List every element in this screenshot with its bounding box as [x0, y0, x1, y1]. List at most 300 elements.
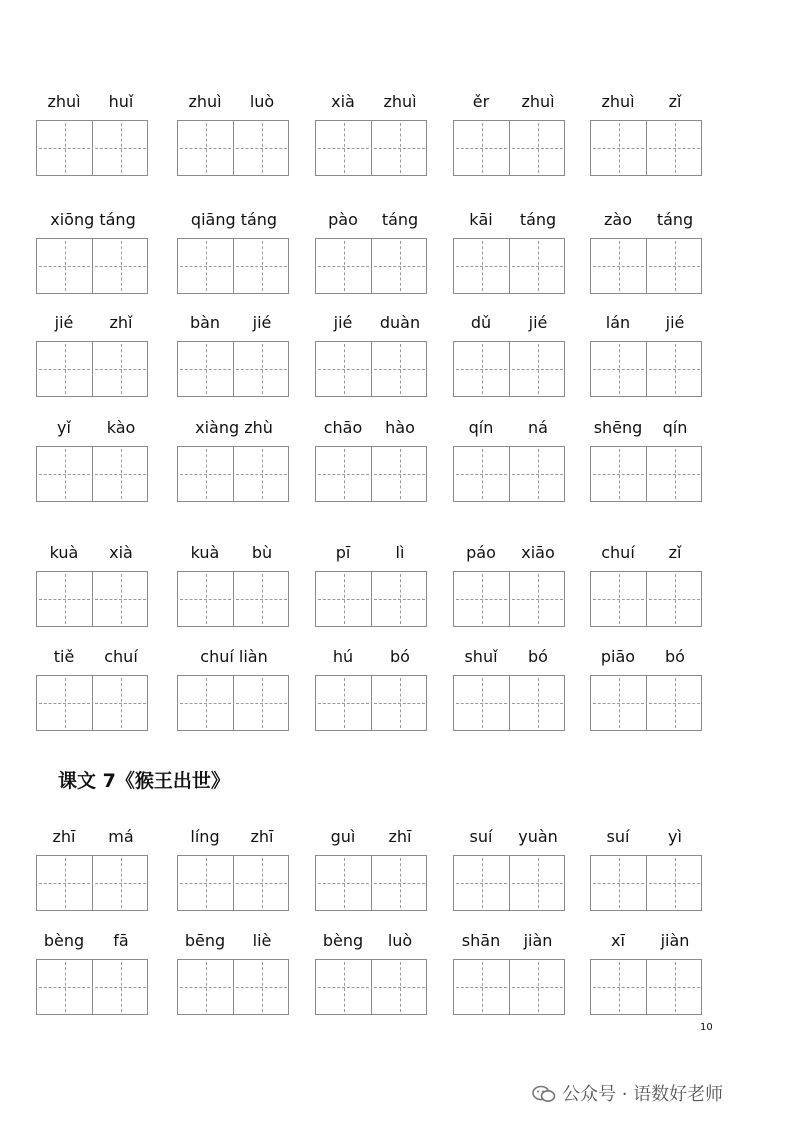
- pinyin-label: bó: [528, 647, 548, 666]
- writing-cell[interactable]: [316, 960, 372, 1014]
- word-group: [453, 543, 567, 643]
- guide-line-horizontal: [95, 148, 146, 149]
- word-group: [36, 827, 150, 927]
- guide-line-horizontal: [512, 474, 563, 475]
- writing-cell[interactable]: [372, 342, 427, 396]
- guide-line-horizontal: [318, 703, 369, 704]
- guide-line-horizontal: [39, 987, 90, 988]
- writing-cell[interactable]: [37, 447, 93, 501]
- writing-cell[interactable]: [178, 447, 234, 501]
- pinyin-label: zhī: [388, 827, 412, 846]
- guide-line-horizontal: [456, 599, 507, 600]
- guide-line-horizontal: [456, 703, 507, 704]
- tianzige-boxes: [453, 446, 565, 502]
- writing-cell[interactable]: [93, 342, 148, 396]
- pinyin-label: chuí: [104, 647, 138, 666]
- guide-line-horizontal: [593, 599, 644, 600]
- tianzige-boxes: [177, 571, 289, 627]
- pinyin-label: yuàn: [518, 827, 558, 846]
- writing-cell[interactable]: [510, 239, 565, 293]
- pinyin-label: suí: [469, 827, 493, 846]
- guide-line-horizontal: [180, 703, 231, 704]
- guide-line-horizontal: [180, 266, 231, 267]
- word-group: [453, 210, 567, 310]
- word-row: [0, 931, 794, 1041]
- guide-line-horizontal: [649, 474, 700, 475]
- pinyin-label: jiàn: [660, 931, 690, 950]
- pinyin-label: huǐ: [108, 92, 134, 111]
- pinyin-label: qín: [468, 418, 494, 437]
- writing-cell[interactable]: [178, 856, 234, 910]
- writing-cell[interactable]: [510, 676, 565, 730]
- writing-cell[interactable]: [178, 121, 234, 175]
- writing-cell[interactable]: [454, 960, 510, 1014]
- tianzige-boxes: [315, 959, 427, 1015]
- pinyin-label: zhī: [52, 827, 76, 846]
- pinyin-label: jié: [333, 313, 353, 332]
- pinyin-label: chāo: [323, 418, 363, 437]
- pinyin-label: zhuì: [383, 92, 417, 111]
- pinyin-label: bèng: [322, 931, 364, 950]
- guide-line-horizontal: [456, 883, 507, 884]
- writing-cell[interactable]: [591, 572, 647, 626]
- word-group: [177, 210, 291, 310]
- guide-line-horizontal: [374, 266, 425, 267]
- writing-cell[interactable]: [510, 447, 565, 501]
- guide-line-horizontal: [95, 703, 146, 704]
- page-number: 10: [700, 1022, 713, 1033]
- guide-line-horizontal: [649, 369, 700, 370]
- guide-line-horizontal: [236, 599, 287, 600]
- guide-line-horizontal: [236, 266, 287, 267]
- writing-cell[interactable]: [316, 676, 372, 730]
- writing-cell[interactable]: [647, 676, 702, 730]
- pinyin-label: liè: [252, 931, 272, 950]
- word-group: [177, 418, 291, 518]
- writing-cell[interactable]: [591, 447, 647, 501]
- writing-cell[interactable]: [234, 342, 289, 396]
- writing-cell[interactable]: [37, 121, 93, 175]
- tianzige-boxes: [177, 959, 289, 1015]
- writing-cell[interactable]: [454, 121, 510, 175]
- writing-cell[interactable]: [510, 960, 565, 1014]
- writing-cell[interactable]: [234, 447, 289, 501]
- writing-cell[interactable]: [316, 121, 372, 175]
- writing-cell[interactable]: [37, 960, 93, 1014]
- writing-cell[interactable]: [234, 856, 289, 910]
- guide-line-horizontal: [512, 266, 563, 267]
- writing-cell[interactable]: [591, 121, 647, 175]
- tianzige-boxes: [590, 446, 702, 502]
- word-group: [177, 313, 291, 413]
- tianzige-boxes: [453, 675, 565, 731]
- word-group: [590, 92, 704, 192]
- guide-line-horizontal: [180, 987, 231, 988]
- writing-cell[interactable]: [178, 239, 234, 293]
- word-group: [315, 418, 429, 518]
- tianzige-boxes: [36, 675, 148, 731]
- writing-cell[interactable]: [647, 342, 702, 396]
- tianzige-boxes: [453, 855, 565, 911]
- guide-line-horizontal: [649, 148, 700, 149]
- writing-cell[interactable]: [178, 572, 234, 626]
- writing-cell[interactable]: [234, 572, 289, 626]
- pinyin-label: xiāo: [521, 543, 555, 562]
- pinyin-label: táng: [381, 210, 419, 229]
- guide-line-horizontal: [180, 369, 231, 370]
- pinyin-label: zhuì: [521, 92, 555, 111]
- word-group: [36, 647, 150, 747]
- writing-cell[interactable]: [647, 572, 702, 626]
- guide-line-horizontal: [39, 266, 90, 267]
- guide-line-horizontal: [593, 703, 644, 704]
- lesson-heading: 课文 7《猴王出世》: [58, 770, 230, 792]
- tianzige-boxes: [315, 571, 427, 627]
- tianzige-boxes: [590, 675, 702, 731]
- word-group: [453, 647, 567, 747]
- watermark-text: 公众号 · 语数好老师: [562, 1084, 724, 1105]
- word-row: [0, 827, 794, 937]
- pinyin-label: luò: [249, 92, 275, 111]
- pinyin-label: lán: [605, 313, 631, 332]
- pinyin-label: ěr: [472, 92, 490, 111]
- writing-cell[interactable]: [37, 239, 93, 293]
- writing-cell[interactable]: [37, 572, 93, 626]
- tianzige-boxes: [36, 959, 148, 1015]
- word-group: [177, 931, 291, 1031]
- pinyin-label: xī: [611, 931, 625, 950]
- tianzige-boxes: [315, 675, 427, 731]
- word-group: [177, 92, 291, 192]
- guide-line-horizontal: [374, 883, 425, 884]
- writing-cell[interactable]: [454, 239, 510, 293]
- guide-line-horizontal: [649, 987, 700, 988]
- word-group: [315, 647, 429, 747]
- writing-cell[interactable]: [510, 856, 565, 910]
- pinyin-label: líng: [190, 827, 220, 846]
- guide-line-horizontal: [374, 703, 425, 704]
- pinyin-label: pī: [335, 543, 351, 562]
- guide-line-horizontal: [512, 599, 563, 600]
- writing-cell[interactable]: [93, 121, 148, 175]
- pinyin-label: piāo: [600, 647, 636, 666]
- writing-cell[interactable]: [372, 239, 427, 293]
- word-group: [315, 931, 429, 1031]
- writing-cell[interactable]: [372, 121, 427, 175]
- guide-line-horizontal: [318, 148, 369, 149]
- tianzige-boxes: [453, 120, 565, 176]
- word-group: [453, 92, 567, 192]
- writing-cell[interactable]: [316, 342, 372, 396]
- pinyin-label: kào: [106, 418, 136, 437]
- guide-line-horizontal: [593, 883, 644, 884]
- word-group: [36, 210, 150, 310]
- tianzige-boxes: [315, 855, 427, 911]
- pinyin-label: pào: [328, 210, 358, 229]
- guide-line-horizontal: [236, 883, 287, 884]
- word-row: [0, 647, 794, 757]
- writing-cell[interactable]: [591, 239, 647, 293]
- tianzige-boxes: [453, 571, 565, 627]
- tianzige-boxes: [177, 238, 289, 294]
- tianzige-boxes: [177, 446, 289, 502]
- pinyin-label: hào: [385, 418, 415, 437]
- pinyin-label: qiāng táng: [190, 210, 278, 229]
- pinyin-label: jié: [252, 313, 272, 332]
- pinyin-label: xià: [331, 92, 355, 111]
- guide-line-horizontal: [512, 148, 563, 149]
- guide-line-horizontal: [318, 987, 369, 988]
- word-row: [0, 313, 794, 423]
- writing-cell[interactable]: [37, 676, 93, 730]
- word-group: [590, 210, 704, 310]
- tianzige-boxes: [590, 341, 702, 397]
- writing-cell[interactable]: [316, 239, 372, 293]
- tianzige-boxes: [177, 855, 289, 911]
- writing-cell[interactable]: [234, 121, 289, 175]
- pinyin-label: má: [108, 827, 134, 846]
- guide-line-horizontal: [180, 599, 231, 600]
- pinyin-label: bèng: [43, 931, 85, 950]
- pinyin-label: shān: [461, 931, 501, 950]
- guide-line-horizontal: [593, 369, 644, 370]
- guide-line-horizontal: [456, 148, 507, 149]
- tianzige-boxes: [590, 571, 702, 627]
- writing-cell[interactable]: [316, 856, 372, 910]
- writing-cell[interactable]: [37, 342, 93, 396]
- writing-cell[interactable]: [647, 960, 702, 1014]
- pinyin-label: kāi: [469, 210, 493, 229]
- writing-cell[interactable]: [316, 447, 372, 501]
- guide-line-horizontal: [318, 599, 369, 600]
- watermark: [532, 1080, 723, 1106]
- guide-line-horizontal: [236, 987, 287, 988]
- guide-line-horizontal: [456, 474, 507, 475]
- guide-line-horizontal: [236, 148, 287, 149]
- word-group: [315, 92, 429, 192]
- guide-line-horizontal: [180, 474, 231, 475]
- guide-line-horizontal: [512, 883, 563, 884]
- writing-cell[interactable]: [591, 960, 647, 1014]
- guide-line-horizontal: [180, 883, 231, 884]
- pinyin-label: xià: [109, 543, 133, 562]
- guide-line-horizontal: [649, 703, 700, 704]
- tianzige-boxes: [36, 446, 148, 502]
- pinyin-label: bēng: [184, 931, 226, 950]
- pinyin-label: luò: [387, 931, 413, 950]
- tianzige-boxes: [36, 341, 148, 397]
- tianzige-boxes: [315, 120, 427, 176]
- word-group: [36, 313, 150, 413]
- tianzige-boxes: [315, 238, 427, 294]
- writing-cell[interactable]: [93, 239, 148, 293]
- pinyin-label: yǐ: [57, 418, 71, 437]
- guide-line-horizontal: [593, 987, 644, 988]
- guide-line-horizontal: [649, 599, 700, 600]
- writing-cell[interactable]: [93, 856, 148, 910]
- pinyin-label: páo: [466, 543, 496, 562]
- word-group: [453, 827, 567, 927]
- writing-cell[interactable]: [647, 447, 702, 501]
- tianzige-boxes: [36, 238, 148, 294]
- writing-cell[interactable]: [234, 960, 289, 1014]
- pinyin-label: zào: [604, 210, 632, 229]
- writing-cell[interactable]: [372, 960, 427, 1014]
- pinyin-label: zhuì: [188, 92, 222, 111]
- pinyin-label: guì: [330, 827, 356, 846]
- tianzige-boxes: [177, 341, 289, 397]
- pinyin-label: bàn: [189, 313, 221, 332]
- guide-line-horizontal: [593, 266, 644, 267]
- pinyin-label: dǔ: [470, 313, 492, 332]
- guide-line-horizontal: [318, 266, 369, 267]
- word-group: [590, 418, 704, 518]
- pinyin-label: duàn: [379, 313, 421, 332]
- guide-line-horizontal: [39, 883, 90, 884]
- guide-line-horizontal: [95, 987, 146, 988]
- writing-cell[interactable]: [591, 856, 647, 910]
- tianzige-boxes: [177, 120, 289, 176]
- pinyin-label: jié: [665, 313, 685, 332]
- writing-cell[interactable]: [510, 342, 565, 396]
- writing-cell[interactable]: [591, 676, 647, 730]
- pinyin-label: xiōng táng: [50, 210, 136, 229]
- writing-cell[interactable]: [93, 572, 148, 626]
- guide-line-horizontal: [318, 883, 369, 884]
- pinyin-label: jié: [54, 313, 74, 332]
- word-row: [0, 210, 794, 320]
- writing-cell[interactable]: [316, 572, 372, 626]
- pinyin-label: jiàn: [523, 931, 553, 950]
- word-group: [36, 418, 150, 518]
- guide-line-horizontal: [180, 148, 231, 149]
- word-group: [590, 827, 704, 927]
- pinyin-label: fā: [113, 931, 129, 950]
- writing-cell[interactable]: [647, 121, 702, 175]
- writing-cell[interactable]: [372, 856, 427, 910]
- pinyin-label: suí: [606, 827, 630, 846]
- pinyin-label: bó: [665, 647, 685, 666]
- tianzige-boxes: [590, 959, 702, 1015]
- guide-line-horizontal: [649, 266, 700, 267]
- writing-cell[interactable]: [93, 960, 148, 1014]
- guide-line-horizontal: [95, 883, 146, 884]
- guide-line-horizontal: [95, 266, 146, 267]
- writing-cell[interactable]: [454, 447, 510, 501]
- word-group: [453, 931, 567, 1031]
- guide-line-horizontal: [95, 369, 146, 370]
- pinyin-label: zhuì: [47, 92, 81, 111]
- pinyin-label: zǐ: [668, 92, 682, 111]
- writing-cell[interactable]: [372, 572, 427, 626]
- guide-line-horizontal: [456, 369, 507, 370]
- writing-cell[interactable]: [178, 342, 234, 396]
- tianzige-boxes: [453, 341, 565, 397]
- writing-cell[interactable]: [234, 239, 289, 293]
- guide-line-horizontal: [95, 474, 146, 475]
- writing-cell[interactable]: [510, 121, 565, 175]
- word-group: [36, 543, 150, 643]
- guide-line-horizontal: [374, 148, 425, 149]
- word-group: [36, 931, 150, 1031]
- tianzige-boxes: [590, 120, 702, 176]
- writing-cell[interactable]: [510, 572, 565, 626]
- writing-cell[interactable]: [372, 447, 427, 501]
- writing-cell[interactable]: [454, 856, 510, 910]
- writing-cell[interactable]: [178, 676, 234, 730]
- word-group: [315, 210, 429, 310]
- pinyin-label: zhǐ: [109, 313, 133, 332]
- guide-line-horizontal: [512, 987, 563, 988]
- guide-line-horizontal: [318, 369, 369, 370]
- tianzige-boxes: [36, 120, 148, 176]
- writing-cell[interactable]: [647, 856, 702, 910]
- word-row: [0, 92, 794, 202]
- guide-line-horizontal: [39, 148, 90, 149]
- guide-line-horizontal: [374, 474, 425, 475]
- guide-line-horizontal: [512, 369, 563, 370]
- guide-line-horizontal: [318, 474, 369, 475]
- word-group: [177, 647, 291, 747]
- writing-cell[interactable]: [93, 676, 148, 730]
- guide-line-horizontal: [374, 987, 425, 988]
- pinyin-label: zǐ: [668, 543, 682, 562]
- writing-cell[interactable]: [178, 960, 234, 1014]
- word-group: [590, 543, 704, 643]
- guide-line-horizontal: [39, 703, 90, 704]
- guide-line-horizontal: [39, 599, 90, 600]
- pinyin-label: xiàng zhù: [195, 418, 273, 437]
- pinyin-label: chuí liàn: [200, 647, 268, 666]
- word-group: [453, 418, 567, 518]
- tianzige-boxes: [453, 959, 565, 1015]
- guide-line-horizontal: [374, 369, 425, 370]
- pinyin-label: ná: [528, 418, 548, 437]
- writing-cell[interactable]: [454, 342, 510, 396]
- writing-cell[interactable]: [93, 447, 148, 501]
- word-group: [590, 313, 704, 413]
- guide-line-horizontal: [95, 599, 146, 600]
- pinyin-label: yì: [668, 827, 682, 846]
- writing-cell[interactable]: [454, 572, 510, 626]
- guide-line-horizontal: [374, 599, 425, 600]
- word-group: [453, 313, 567, 413]
- pinyin-label: kuà: [190, 543, 220, 562]
- word-group: [177, 543, 291, 643]
- writing-cell[interactable]: [454, 676, 510, 730]
- writing-cell[interactable]: [372, 676, 427, 730]
- writing-cell[interactable]: [37, 856, 93, 910]
- guide-line-horizontal: [593, 474, 644, 475]
- pinyin-label: bù: [251, 543, 273, 562]
- tianzige-boxes: [177, 675, 289, 731]
- tianzige-boxes: [315, 341, 427, 397]
- pinyin-label: táng: [656, 210, 694, 229]
- guide-line-horizontal: [39, 474, 90, 475]
- word-group: [36, 92, 150, 192]
- tianzige-boxes: [453, 238, 565, 294]
- writing-cell[interactable]: [647, 239, 702, 293]
- tianzige-boxes: [590, 238, 702, 294]
- pinyin-label: chuí: [601, 543, 635, 562]
- pinyin-label: kuà: [49, 543, 79, 562]
- word-group: [315, 543, 429, 643]
- writing-cell[interactable]: [591, 342, 647, 396]
- tianzige-boxes: [590, 855, 702, 911]
- writing-cell[interactable]: [234, 676, 289, 730]
- pinyin-label: shēng: [593, 418, 643, 437]
- guide-line-horizontal: [512, 703, 563, 704]
